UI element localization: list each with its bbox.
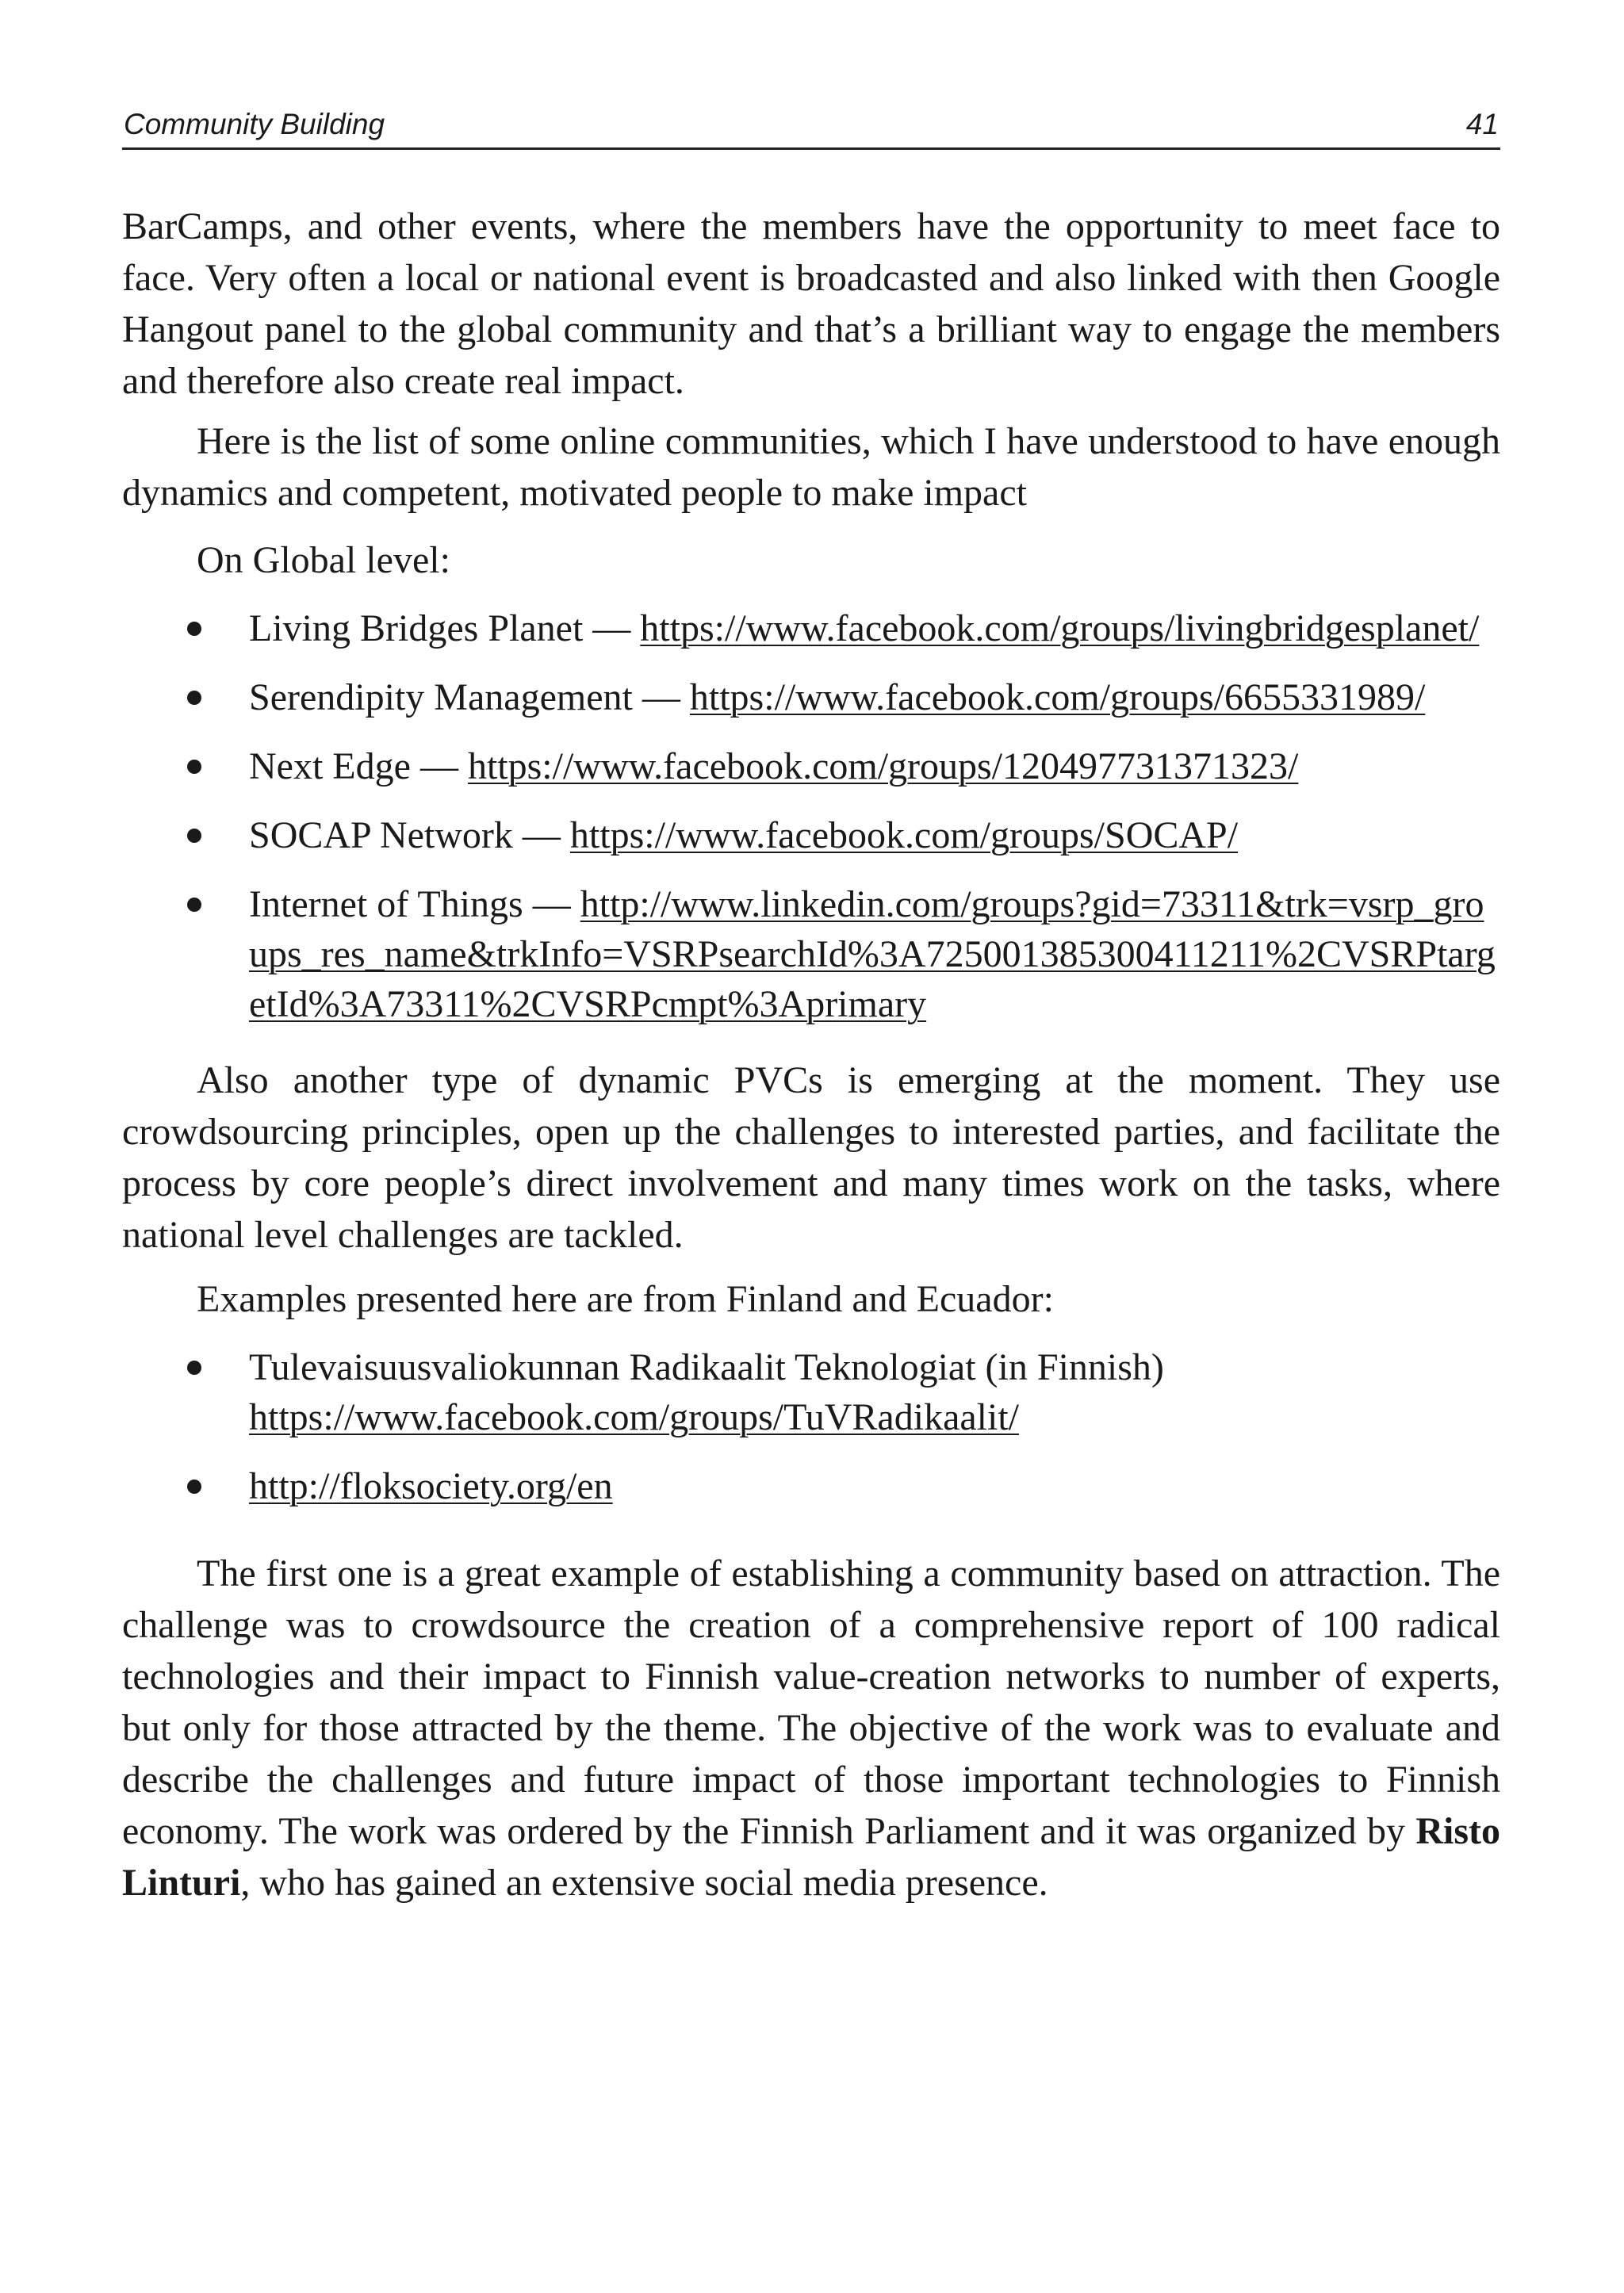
chapter-title: Community Building [124, 108, 385, 140]
separator: — [410, 745, 468, 787]
example-name: Tulevaisuusvaliokunnan Radikaalit Teknologiat (in Finnish) [249, 1346, 1164, 1388]
community-name: Serendipity Management [249, 676, 633, 718]
bullet-icon [187, 691, 201, 705]
list-item [122, 1342, 1500, 1442]
example-list [122, 1342, 1500, 1511]
bullet-icon [187, 898, 201, 912]
intro-paragraph: BarCamps, and other events, where the members have the opportunity to meet face to face. Very often a local or national event is broadcasted and also linked with then Google Hangout panel to the global community and that’s a brilliant way to engage the members and therefore also create real impact. [122, 205, 1500, 402]
community-link[interactable]: https://www.facebook.com/groups/6655331989/ [689, 676, 1426, 718]
example-link[interactable]: http://floksociety.org/en [249, 1465, 613, 1507]
examples-label: Examples presented here are from Finland and Ecuador: [197, 1278, 1054, 1320]
pvc-paragraph: Also another type of dynamic PVCs is emerging at the moment. They use crowdsourcing principles, open up the challenges to interested parties, and facilitate the process by core people’s direct involvement and many times work on the tasks, where national level challenges are tackled. [122, 1059, 1500, 1256]
list-item [122, 810, 1500, 860]
community-name: Internet of Things [249, 883, 523, 925]
list-item [122, 741, 1500, 791]
community-link[interactable]: https://www.facebook.com/groups/livingbridgesplanet/ [640, 607, 1480, 649]
community-name: Living Bridges Planet [249, 607, 584, 649]
list-item [122, 1461, 1500, 1511]
page-body [122, 201, 1500, 1908]
person-name: Risto Linturi [122, 1810, 1500, 1904]
closing-text-end: , who has gained an extensive social media presence. [240, 1862, 1048, 1904]
bullet-icon [187, 760, 201, 774]
separator: — [632, 676, 690, 718]
community-name: Next Edge [249, 745, 411, 787]
page-number: 41 [1465, 108, 1499, 140]
community-name: SOCAP Network [249, 814, 513, 856]
community-link[interactable]: http://www.linkedin.com/groups?gid=73311&trk=vsrp_groups_res_name&trkInfo=VSRPsearchId%3A725001385300411211%2CVSRPtargetId%3A73311%2CVSRPcmpt%3Aprimary [249, 883, 1496, 1025]
list-item [122, 879, 1500, 1029]
separator: — [583, 607, 641, 649]
list-item [122, 672, 1500, 722]
community-link[interactable]: https://www.facebook.com/groups/SOCAP/ [569, 814, 1239, 856]
bullet-icon [187, 829, 201, 843]
global-community-list [122, 603, 1500, 1029]
running-header [122, 101, 1500, 150]
bullet-icon [187, 1480, 201, 1494]
community-link[interactable]: https://www.facebook.com/groups/120497731371323/ [467, 745, 1299, 787]
bullet-icon [187, 622, 201, 636]
bullet-icon [187, 1361, 201, 1375]
closing-paragraph [122, 1548, 1500, 1908]
separator: — [512, 814, 570, 856]
global-level-label: On Global level: [197, 539, 450, 581]
separator: — [523, 883, 580, 925]
list-intro-paragraph: Here is the list of some online communities, which I have understood to have enough dynamics and competent, motivated people to make impact [122, 420, 1500, 514]
closing-text: The first one is a great example of establishing a community based on attraction. The challenge was to crowdsource the creation of a comprehensive report of 100 radical technologies and their impact to Finnish value-creation networks to number of experts, but only for those attracted by the theme. The objective of the work was to evaluate and describe the challenges and future impact of those important technologies to Finnish economy. The work was ordered by the Finnish Parliament and it was organized by [122, 1552, 1500, 1852]
example-link[interactable]: https://www.facebook.com/groups/TuVRadikaalit/ [249, 1396, 1020, 1438]
list-item [122, 603, 1500, 653]
